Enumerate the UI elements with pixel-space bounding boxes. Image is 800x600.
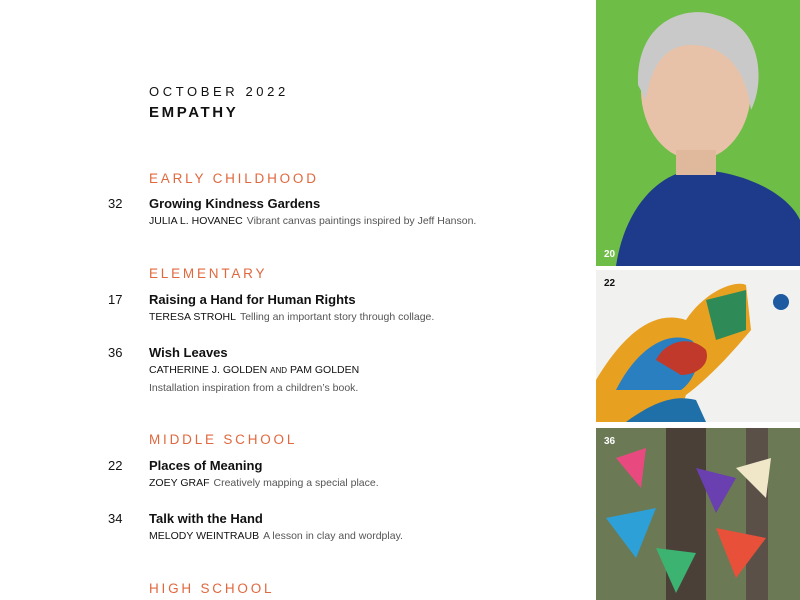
article-title[interactable]: Growing Kindness Gardens bbox=[149, 196, 321, 211]
article-byline bbox=[149, 311, 434, 323]
author: CATHERINE J. GOLDEN bbox=[149, 364, 268, 376]
article-title[interactable]: Talk with the Hand bbox=[149, 511, 263, 526]
tree-illustration bbox=[596, 428, 800, 600]
article-byline bbox=[149, 364, 359, 376]
article-title[interactable]: Wish Leaves bbox=[149, 345, 228, 360]
author: PAM GOLDEN bbox=[289, 364, 360, 376]
author-conjunction: AND bbox=[270, 366, 288, 375]
section-heading: ELEMENTARY bbox=[149, 266, 268, 281]
author: TERESA STROHL bbox=[149, 311, 236, 323]
issue-theme: EMPATHY bbox=[149, 104, 239, 121]
author: ZOEY GRAF bbox=[149, 477, 210, 489]
author: JULIA L. HOVANEC bbox=[149, 215, 243, 227]
article-byline bbox=[149, 530, 403, 542]
page-number: 17 bbox=[108, 292, 123, 307]
page-number: 32 bbox=[108, 196, 123, 211]
article-byline bbox=[149, 215, 476, 227]
article-byline bbox=[149, 477, 379, 489]
article-description: Creatively mapping a special place. bbox=[213, 477, 379, 489]
portrait-painting-image[interactable] bbox=[596, 0, 800, 266]
author: MELODY WEINTRAUB bbox=[149, 530, 260, 542]
image-page-number: 20 bbox=[604, 249, 616, 260]
section-heading: HIGH SCHOOL bbox=[149, 581, 275, 596]
portrait-illustration bbox=[596, 0, 800, 266]
article-description: A lesson in clay and wordplay. bbox=[263, 530, 403, 542]
page-number: 36 bbox=[108, 345, 123, 360]
issue-date: OCTOBER 2022 bbox=[149, 84, 289, 99]
article-description: Installation inspiration from a children’s book. bbox=[149, 382, 359, 394]
wish-leaves-tree-image[interactable] bbox=[596, 428, 800, 600]
image-page-number: 22 bbox=[604, 278, 616, 289]
section-heading: EARLY CHILDHOOD bbox=[149, 171, 319, 186]
collage-hand-image[interactable] bbox=[596, 270, 800, 422]
article-description: Vibrant canvas paintings inspired by Jeff Hanson. bbox=[246, 215, 477, 227]
collage-illustration bbox=[596, 270, 800, 422]
article-description: Telling an important story through collage. bbox=[239, 311, 435, 323]
page-number: 22 bbox=[108, 458, 123, 473]
page-number: 34 bbox=[108, 511, 123, 526]
article-title[interactable]: Places of Meaning bbox=[149, 458, 263, 473]
image-page-number: 36 bbox=[604, 436, 616, 447]
article-title[interactable]: Raising a Hand for Human Rights bbox=[149, 292, 356, 307]
section-heading: MIDDLE SCHOOL bbox=[149, 432, 298, 447]
